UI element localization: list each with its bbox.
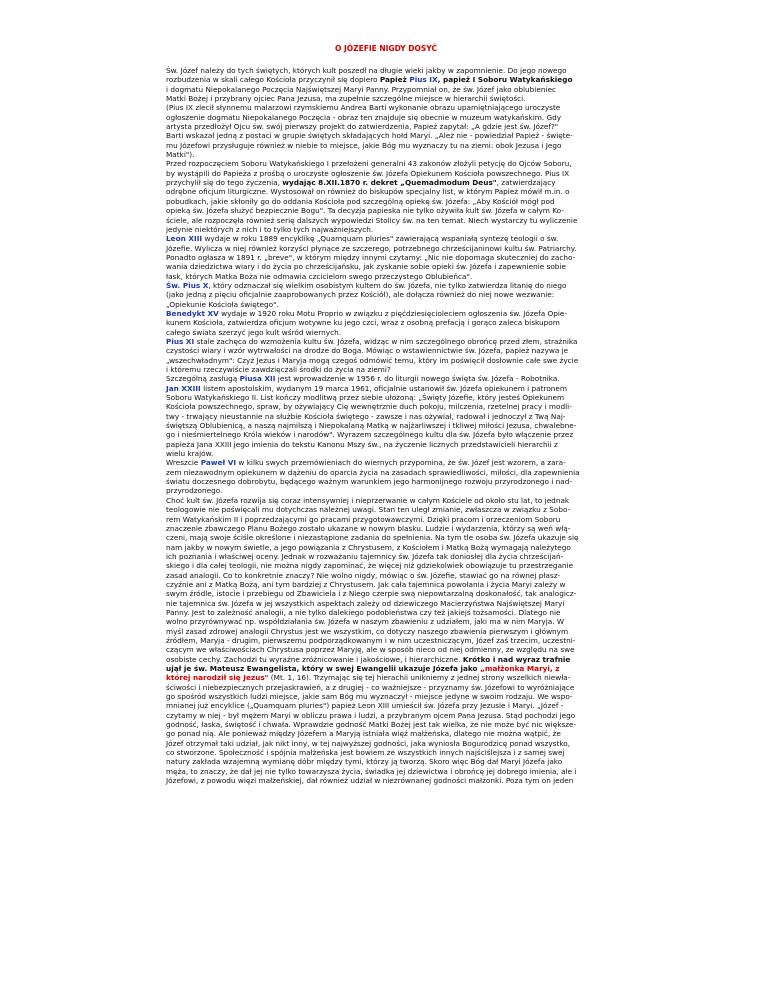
text-run: ogłoszenie dogmatu Niepokalanego Poczęcia - obraz ten znajduje się obecnie w muzeum watykańskim. Gdy bbox=[166, 112, 562, 122]
text-line bbox=[166, 617, 606, 626]
text-run: go ponad nią. Ale ponieważ między Józefem a Maryją istniała więź małżeńska, dlatego nie można wątpić, że bbox=[166, 729, 561, 739]
text-run: ściele, ale rozpoczęła również serię dalszych wypowiedzi Stolicy św. na ten temat. Niech wystarczy tu wyliczenie bbox=[166, 215, 578, 225]
text-line bbox=[166, 711, 606, 720]
text-run: rem Watykańskim II i poprzedzającymi go pracami przygotowawczymi. Dzięki pracom i orzeczeniom Soboru bbox=[166, 514, 561, 524]
text-line bbox=[166, 234, 606, 243]
text-run: (jako jedną z pięciu oficjalnie zaaprobowanych przez Kościół), ale dołącza również do niej nowe wezwanie: bbox=[166, 290, 555, 300]
text-line bbox=[166, 384, 606, 393]
text-line bbox=[166, 664, 606, 673]
text-run: całego świata szerzyć jego kult wśród wiernych. bbox=[166, 327, 342, 337]
emphasized-text: Pius XI bbox=[166, 336, 195, 346]
text-run: opieką św. Józefa służyć bezpiecznie Bogu". Ta decyzja papieska nie tylko ożywiła kult św. Józefa w całym Ko- bbox=[166, 206, 564, 216]
text-line bbox=[166, 533, 606, 542]
text-line bbox=[166, 524, 606, 533]
text-line bbox=[166, 103, 606, 112]
text-run: swym źródle, istocie i przebiegu od Zbawiciela i z Niego czerpie swą niepowtarzalną doskonałość, tak analogicz- bbox=[166, 589, 577, 599]
text-run: wydaje w 1920 roku Motu Proprio w związku z pięćdziesięcioleciem ogłoszenia św. Józefa Opie- bbox=[218, 308, 568, 318]
text-run: światu doczesnego dobrobytu, będącego ważnym warunkiem jego harmonijnego rozwoju przyrodzonego i nad- bbox=[166, 477, 573, 487]
text-line bbox=[166, 290, 606, 299]
text-run: Kościoła powszechnego, spraw, by ożywiający Cię wewnętrznie duch pokoju, milczenia, rzetelnej pracy i modli- bbox=[166, 402, 572, 412]
text-run: wydaje w roku 1889 encyklikę „Quamquam pluries" zawierającą wspaniałą syntezę teologii o św. bbox=[202, 234, 559, 244]
text-line bbox=[166, 720, 606, 729]
text-line bbox=[166, 449, 606, 458]
emphasized-text: ujął je św. Mateusz Ewangelista, który w swej Ewangelii ukazuje Józefa jako bbox=[166, 664, 481, 673]
text-run: Ponadto ogłasza w 1891 r. „breve", w którym między innymi czytamy: „Nic nie dopomaga skuteczniej do zacho- bbox=[166, 252, 576, 262]
text-line bbox=[166, 337, 606, 346]
text-run: czytamy w niej - był mężem Maryi w obliczu prawa i ludzi, a przybranym ojcem Pana Jezusa. Stąd pochodzi jego bbox=[166, 710, 576, 720]
text-run: Panny. Jest to zależność analogii, a nie tylko dalekiego podobieństwa czy też jakiejś tożsamości. Dlatego nie bbox=[166, 607, 561, 617]
text-line bbox=[166, 645, 606, 654]
text-line bbox=[166, 701, 606, 710]
text-line bbox=[166, 543, 606, 552]
text-run: czącym we właściwościach Chrystusa poprzez Maryję, ale w sposób nieco od niej odmienny, ze względu na swe bbox=[166, 645, 575, 655]
text-line bbox=[166, 412, 606, 421]
text-run: czeni, mają swoje ściśle określone i niezastąpione zadania do spełnienia. Na tym tle osoba św. Józefa ukazuje się bbox=[166, 533, 579, 543]
text-line bbox=[166, 515, 606, 524]
text-run: jest wprowadzenie w 1956 r. do liturgii nowego święta św. Józefa - Robotnika. bbox=[275, 374, 560, 384]
text-line bbox=[166, 430, 606, 439]
text-line bbox=[166, 206, 606, 215]
text-run: i dogmatu Niepokalanego Poczęcia Najświętszej Maryi Panny. Przypomniał on, że św. Józef jako oblubieniec bbox=[166, 84, 556, 94]
text-run: czyźnie ani z Matką Bożą, ani tym bardziej z Chrystusem. Jak cała tajemnica powołania i życia Maryi zależy w bbox=[166, 579, 566, 589]
text-run: Św. Józef należy do tych świętych, których kult poszedł na długie wieki jakby w zapomnienie. Do jego nowego bbox=[166, 66, 567, 75]
text-run: czystości wiary i wzór wytrwałości na drodze do Boga. Mówiąc o wstawiennictwie św. Józefa, papież nazywa je bbox=[166, 346, 569, 356]
text-run: wania dziedzictwa wiary i do życia po chrześcijańsku, jak zyskanie sobie opieki św. Józefa i zapewnienie sobie bbox=[166, 262, 566, 272]
text-line bbox=[166, 216, 606, 225]
text-line bbox=[166, 561, 606, 570]
text-run: znaczenie zbawczego Planu Bożego zostało ukazane w nowym blasku. Ludzie i wydarzenia, którzy są weń włą- bbox=[166, 523, 571, 533]
text-line bbox=[166, 244, 606, 253]
emphasized-text: Benedykt XV bbox=[166, 308, 219, 318]
text-run: zem niezawodnym opiekunem w dążeniu do oparcia życia na zasadach sprawiedliwości, miłości, dla zapewnienia bbox=[166, 467, 580, 477]
text-run: świętszą Oblubienicą, a naszą najmilszą i Niepokalaną Matką w najżarliwszej i tkliwej miłości Jezusa, chwalebne- bbox=[166, 421, 577, 431]
text-line bbox=[166, 75, 606, 84]
text-line bbox=[166, 748, 606, 757]
text-run: Matki"). bbox=[166, 150, 195, 160]
text-run: osobiste cechy. Zachodzi tu wyraźne zróżnicowanie i jakościowe, i hierarchiczne. bbox=[166, 654, 463, 664]
text-run: natury zakłada wzajemną wymianę dóbr między tymi, którzy ją tworzą. Skoro więc Bóg dał Maryi Józefa jako bbox=[166, 757, 563, 767]
text-run: przychylił się do tego życzenia, bbox=[166, 178, 283, 188]
text-line bbox=[166, 739, 606, 748]
text-run: go i nieśmiertelnego Króla wieków i narodów". Wyrazem szczególnego kultu dla św. Józefa było włączenie przez bbox=[166, 430, 574, 440]
text-run: papieża Jana XXIII jego imienia do tekstu Kanonu Mszy św., na życzenie licznych przedstawicieli hierarchii z bbox=[166, 439, 558, 449]
text-line bbox=[166, 692, 606, 701]
text-line bbox=[166, 159, 606, 168]
text-run: Przed rozpoczęciem Soboru Watykańskiego I przełożeni generalni 43 zakonów złożyli petycję do Ojców Soboru, bbox=[166, 159, 572, 169]
text-run: Józefie. Wylicza w niej również korzyści płynące ze szczerego, potrzebnego chrześcijaninowi kultu św. Patriarchy. bbox=[166, 243, 577, 253]
text-run: rozbudzenia w skali całego Kościoła przyczynił się dopiero bbox=[166, 75, 380, 85]
text-line bbox=[166, 113, 606, 122]
text-line bbox=[166, 505, 606, 514]
text-line bbox=[166, 131, 606, 140]
text-run: wolno przyrównywać np. współdziałania św. Józefa w naszym zbawieniu z udziałem, jaki ma w nim Maryja. W bbox=[166, 617, 565, 627]
text-line bbox=[166, 253, 606, 262]
text-run: wielu krajów. bbox=[166, 449, 214, 459]
text-run: , który odznaczał się wielkim osobistym kultem do św. Józefa, nie tylko zatwierdza litanię do niego bbox=[208, 280, 567, 290]
text-line bbox=[166, 729, 606, 738]
emphasized-text: Piusa XII bbox=[239, 374, 276, 384]
text-run: w kilku swych przemówieniach do wiernych przypomina, że św. Józef jest wzorem, a zara- bbox=[236, 458, 566, 468]
emphasized-text: Leon XIII bbox=[166, 234, 203, 244]
text-line bbox=[166, 374, 606, 383]
text-line bbox=[166, 393, 606, 402]
text-line bbox=[166, 571, 606, 580]
text-run: Wreszcie bbox=[166, 458, 201, 468]
text-line bbox=[166, 776, 606, 785]
text-run: , zatwierdzający bbox=[496, 178, 556, 188]
text-line bbox=[166, 150, 606, 159]
text-line bbox=[166, 197, 606, 206]
text-run: nam jakby w nowym świetle, a jego powiązania z Chrystusem, z Kościołem i Matką Bożą wymagają należytego bbox=[166, 542, 571, 552]
text-run: i któremu rzeczywiście zawdzięczali środki do życia na ziemi? bbox=[166, 365, 391, 374]
text-run: mu Józefowi przysługuje również w niebie to miejsce, jakie Bóg mu wyznaczy tu na ziemi: obok Jezusa i Jego bbox=[166, 140, 562, 150]
text-line bbox=[166, 486, 606, 495]
text-run: „wszechwładnym": Czyż Jezus i Maryja mogą czegoś odmówić temu, który im poświęcił dosłownie całe swe życie bbox=[166, 355, 579, 365]
text-run: teologowie nie poświęcali mu dotychczas należnej uwagi. Stan ten uległ zmianie, zwłaszcza w związku z Sobo- bbox=[166, 505, 571, 515]
text-line bbox=[166, 318, 606, 327]
text-run: (Pius IX zlecił słynnemu malarzowi rzymskiemu Andrea Barti wykonanie obrazu upamiętniającego uroczyste bbox=[166, 103, 561, 113]
text-line bbox=[166, 599, 606, 608]
text-line bbox=[166, 328, 606, 337]
text-line bbox=[166, 655, 606, 664]
text-run: Józef otrzymał taki udział, jak nikt inny, w tej najwyższej godności, jaka wyniosła Bogurodzicę ponad wszystko, bbox=[166, 738, 571, 748]
text-run: Choć kult św. Józefa rozwija się coraz intensywniej i nieprzerwanie w całym Kościele od około stu lat, to jednak bbox=[166, 495, 570, 505]
text-line bbox=[166, 272, 606, 281]
text-line bbox=[166, 66, 606, 75]
text-line bbox=[166, 141, 606, 150]
text-run: mnianej już encyklice („Quamquam pluries") papież Leon XIII umieścił św. Józefa przy Jezusie i Maryi. „Józef - bbox=[166, 701, 564, 711]
text-run: ich poznania i właściwej oceny. Jednak w rozważaniu tajemnicy św. Józefa tak doniosłej dla życia chrześcijań- bbox=[166, 551, 564, 561]
text-run: (Mt. 1, 16). Trzymając się tej hierachii unikniemy z jednej strony wszelkich niewła- bbox=[268, 673, 571, 683]
text-run: źródłem, Maryja - drugim, pierwszemu podporządkowanym i w nim uczestniczącym, Józef zaś trzecim, uczestni- bbox=[166, 635, 576, 645]
text-line bbox=[166, 309, 606, 318]
text-run: ściwości i niebezpiecznych przejaskrawień, a z drugiej - co ważniejsze - przyznamy św. Józefowi to wyróżniające bbox=[166, 682, 575, 692]
text-line bbox=[166, 496, 606, 505]
emphasized-text: „małżonka Maryi, z bbox=[480, 664, 560, 673]
text-line bbox=[166, 169, 606, 178]
text-line bbox=[166, 122, 606, 131]
text-run: zasad analogii. Co to konkretnie znaczy? Nie wolno nigdy, mówiąc o św. Józefie, stawiać go na równej płasz- bbox=[166, 570, 561, 580]
text-line bbox=[166, 580, 606, 589]
text-run: kunem Kościoła, zatwierdza oficjum wotywne ku jego czci, wraz z osobną prefacją i gorąco zaleca biskupom bbox=[166, 318, 560, 328]
text-run: artysta przedłożył Ojcu św. swój pierwszy projekt do zatwierdzenia, Papież zapytał: „A gdzie jest św. Józef?" bbox=[166, 122, 559, 132]
emphasized-text: Paweł VI bbox=[200, 458, 237, 468]
emphasized-text: Pius IX bbox=[409, 75, 438, 85]
text-line bbox=[166, 767, 606, 776]
text-run: odrębne oficjum liturgiczne. Wystosował on również do biskupów specjalny list, w którym Papież mówił m.in. o bbox=[166, 187, 570, 197]
text-line bbox=[166, 346, 606, 355]
text-line bbox=[166, 552, 606, 561]
text-line bbox=[166, 458, 606, 467]
text-line bbox=[166, 468, 606, 477]
text-run: myśl zasad zdrowej analogii Chrystus jest we wszystkim, co dotyczy naszego zbawienia pierwszym i głównym bbox=[166, 626, 569, 636]
text-line bbox=[166, 262, 606, 271]
emphasized-text: Jan XXIII bbox=[166, 383, 201, 393]
document-title: O JÓZEFIE NIGDY DOSYĆ bbox=[335, 44, 437, 53]
emphasized-text: Krótko i nad wyraz trafnie bbox=[462, 654, 571, 664]
text-line bbox=[166, 94, 606, 103]
text-run: Szczególną zasługą bbox=[166, 374, 240, 384]
text-line bbox=[166, 225, 606, 234]
text-line bbox=[166, 300, 606, 309]
emphasized-text: , papież I Soboru Watykańskiego bbox=[437, 75, 573, 85]
text-run: Matki Bożej i przybrany ojciec Pana Jezusa, ma zupełnie szczególne miejsce w hierarchii świętości. bbox=[166, 94, 526, 104]
text-line bbox=[166, 365, 606, 374]
text-line bbox=[166, 281, 606, 290]
text-run: skiego i dla całej teologii, nie można nigdy zapominać, że więcej niż gdziekolwiek obowiązuje tu przestrzeganie bbox=[166, 561, 574, 571]
text-run: listem apostolskim, wydanym 19 marca 1961, oficjalnie ustanowił św. Józefa opiekunem i patronem bbox=[200, 383, 568, 393]
text-run: męża, to znaczy, że dał jej nie tylko towarzysza życia, świadka jej dziewictwa i obrońcę jej dobrego imienia, ale i bbox=[166, 766, 577, 776]
text-run: nie tajemnica św. Józefa w jej wszystkich aspektach zależy od dziewiczego Macierzyństwa Najświętszej Maryi bbox=[166, 598, 565, 608]
text-line bbox=[166, 402, 606, 411]
text-run: go spośród wszystkich ludzi miejsce, jakie sam Bóg mu wyznaczył - miejsce jedyne w swoim rodzaju. We wspo- bbox=[166, 692, 573, 702]
text-line bbox=[166, 627, 606, 636]
text-line bbox=[166, 356, 606, 365]
text-line bbox=[166, 178, 606, 187]
text-line bbox=[166, 683, 606, 692]
text-line bbox=[166, 636, 606, 645]
text-run: by wystąpili do Papieża z prośbą o uroczyste ogłoszenie św. Józefa Opiekunem Kościoła powszechnego. Pius IX bbox=[166, 168, 570, 178]
text-run: „Opiekunie Kościoła świętego". bbox=[166, 299, 279, 309]
text-run: co stworzone. Społeczność i spójnia małżeńska jest bowiem ze wszystkich innych najściślejsza i z samej swej bbox=[166, 748, 565, 758]
emphasized-text: wydając 8.XII.1870 r. dekret „Quemadmodum Deus" bbox=[282, 178, 497, 188]
text-line bbox=[166, 187, 606, 196]
text-line bbox=[166, 589, 606, 598]
text-line bbox=[166, 85, 606, 94]
text-run: pobudkach, jakie skłoniły go do oddania Kościoła pod szczególną opiekę św. Józefa: „Aby Kościół mógł pod bbox=[166, 196, 555, 206]
emphasized-text: Papież bbox=[379, 75, 410, 85]
emphasized-text: Św. Pius X bbox=[166, 280, 209, 290]
text-run: jedynie niektórych z nich i to tylko tych najważniejszych. bbox=[166, 224, 374, 234]
text-run: Józefowi, z powodu więzi małżeńskiej, dał również udział w niezrównanej godności małżonki. Poza tym on jeden bbox=[166, 776, 574, 786]
text-run: łask, których Matka Boża nie odmawia czcicielom swego przeczystego Oblubieńca". bbox=[166, 271, 473, 281]
text-line bbox=[166, 440, 606, 449]
text-run: godność, łaska, świętość i chwała. Wprawdzie godność Matki Bożej jest tak wielka, że nie może być nic większe- bbox=[166, 720, 577, 730]
emphasized-text: której narodził się Jezus" bbox=[166, 673, 269, 683]
document-body bbox=[166, 66, 606, 785]
text-run: Barti wskazał jedną z postaci w grupie świętych składających hołd Maryi. „Ależ nie - powiedział Papież - święte- bbox=[166, 131, 573, 141]
text-line bbox=[166, 608, 606, 617]
text-line bbox=[166, 673, 606, 682]
text-run: stale zachęca do wzmożenia kultu św. Józefa, widząc w nim szczególnego obrońcę przed złem, strażnika bbox=[194, 336, 578, 346]
text-line bbox=[166, 421, 606, 430]
text-line bbox=[166, 757, 606, 766]
text-run: przyrodzonego. bbox=[166, 486, 223, 496]
text-line bbox=[166, 477, 606, 486]
text-run: twy - trwający nieustannie na służbie Kościoła świętego - zawsze i nas ożywiał, radował i jednoczył z Twą Naj- bbox=[166, 411, 566, 421]
text-run: Soboru Watykańskiego II. List kończy modlitwą przez siebie ułożoną: „Święty Józefie, który jesteś Opiekunem bbox=[166, 393, 565, 403]
